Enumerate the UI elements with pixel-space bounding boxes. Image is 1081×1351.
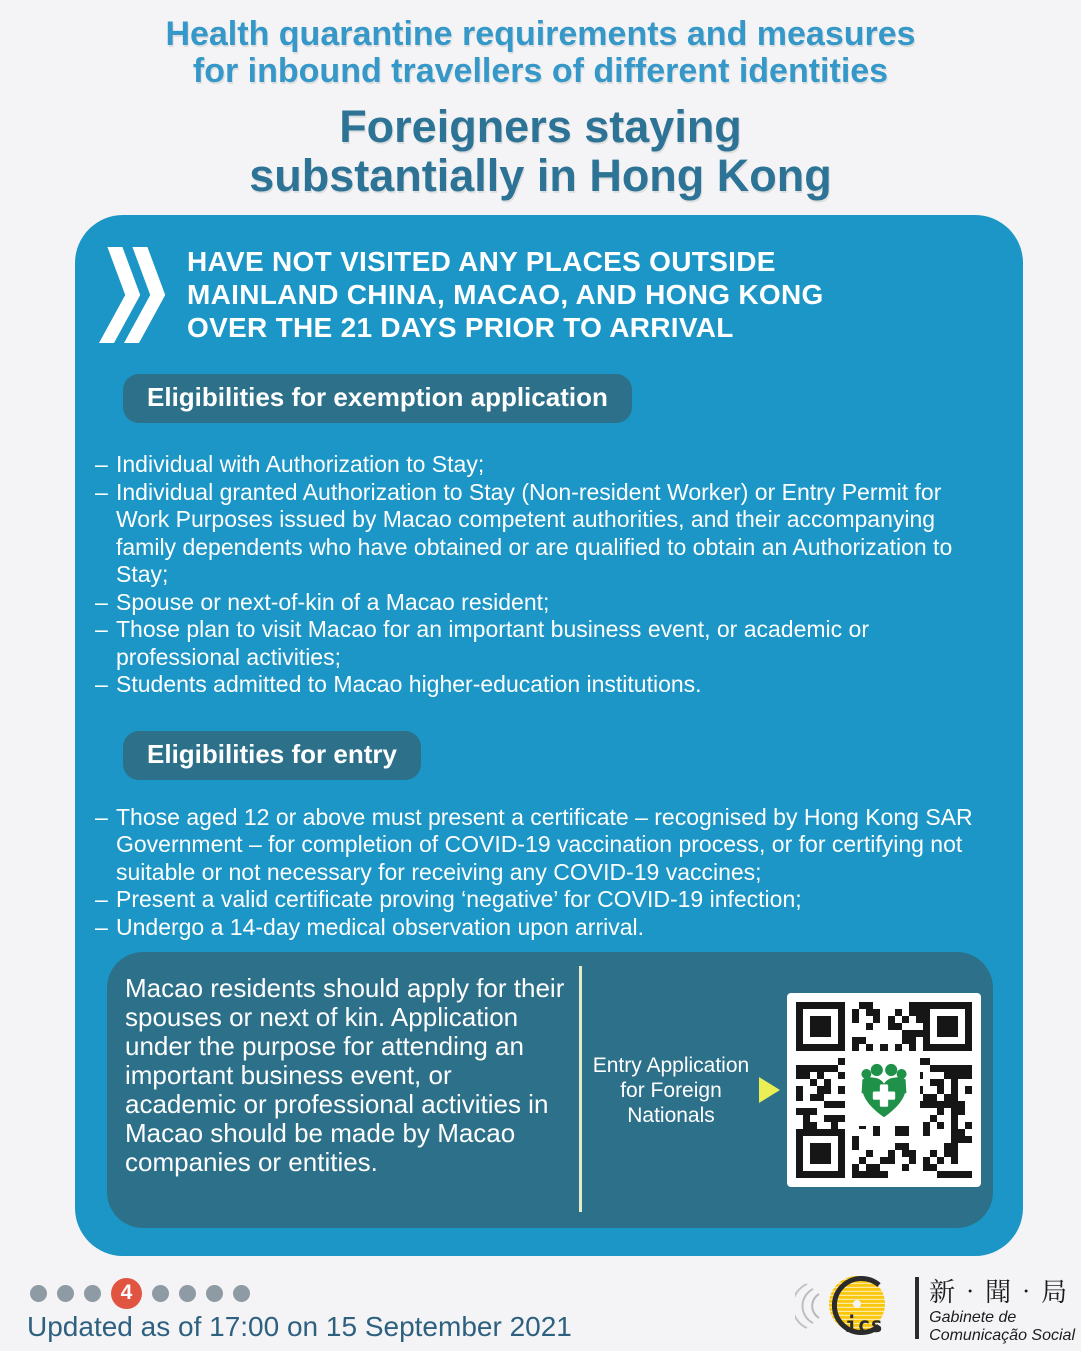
qr-label-line3: Nationals xyxy=(627,1103,715,1127)
updated-timestamp: Updated as of 17:00 on 15 September 2021 xyxy=(27,1311,572,1342)
page-dot xyxy=(179,1285,196,1302)
qr-area xyxy=(582,952,993,1228)
main-card xyxy=(75,215,1023,1256)
card-heading-line3: OVER THE 21 DAYS PRIOR TO ARRIVAL xyxy=(187,312,734,343)
page-title-line1: Health quarantine requirements and measures xyxy=(165,15,916,53)
list-item: – Undergo a 14-day medical observation upon arrival. xyxy=(93,914,979,942)
gcs-logo xyxy=(795,1272,1075,1344)
qr-label-line1: Entry Application xyxy=(592,1053,750,1077)
page-dot xyxy=(84,1285,101,1302)
gcs-chinese-name: 新‧聞‧局 xyxy=(929,1276,1070,1307)
entry-list xyxy=(93,804,979,942)
page-subtitle-line1: Foreigners staying xyxy=(339,101,742,152)
list-item: – Those aged 12 or above must present a certificate – recognised by Hong Kong SAR Government – for completion of COVID-19 vaccination process, or for certifying not suitable or not necessary for receiving any COVID-19 vaccines; xyxy=(93,804,979,887)
page-dot xyxy=(30,1285,47,1302)
page-dot xyxy=(152,1285,169,1302)
page-subtitle-line2: substantially in Hong Kong xyxy=(249,150,832,201)
page-subtitle xyxy=(0,102,1081,200)
list-item: – Individual granted Authorization to Stay (Non-resident Worker) or Entry Permit for Work Purposes issued by Macao competent authorities, and their accompanying family dependents who have obtained or are qualified to obtain an Authorization to Stay; xyxy=(93,479,979,589)
double-chevron-icon xyxy=(96,245,169,350)
list-item: – Students admitted to Macao higher-education institutions. xyxy=(93,671,979,699)
list-item: – Present a valid certificate proving ‘negative’ for COVID-19 infection; xyxy=(93,886,979,914)
logo-divider-bar xyxy=(915,1277,919,1339)
note-box xyxy=(107,952,993,1228)
list-item: – Those plan to visit Macao for an important business event, or academic or professional activities; xyxy=(93,616,979,671)
list-item: – Individual with Authorization to Stay; xyxy=(93,451,979,479)
exemption-list xyxy=(93,451,979,699)
page-dots xyxy=(30,1277,250,1309)
card-heading-row xyxy=(75,215,1023,350)
badge-entry: Eligibilities for entry xyxy=(123,731,421,780)
page-dot xyxy=(233,1285,250,1302)
page-dot xyxy=(206,1285,223,1302)
gcs-portuguese-line1: Gabinete de xyxy=(929,1308,1017,1326)
current-page-dot: 4 xyxy=(111,1278,142,1309)
gcs-emblem-icon xyxy=(795,1272,907,1345)
qr-code xyxy=(787,993,981,1187)
header xyxy=(0,16,1081,200)
qr-label xyxy=(587,1053,755,1128)
list-item: – Spouse or next-of-kin of a Macao resident; xyxy=(93,589,979,617)
page-title xyxy=(0,16,1081,90)
badge-exemption-application: Eligibilities for exemption application xyxy=(123,374,632,423)
health-bureau-logo-icon xyxy=(848,1054,920,1126)
gcs-text xyxy=(929,1272,1075,1345)
page-title-line2: for inbound travellers of different identities xyxy=(192,52,889,90)
gcs-acronym: ics xyxy=(845,1312,883,1337)
arrow-right-icon xyxy=(759,1077,780,1103)
card-heading xyxy=(187,241,824,344)
qr-label-line2: for Foreign xyxy=(620,1078,722,1102)
card-heading-line1: HAVE NOT VISITED ANY PLACES OUTSIDE xyxy=(187,246,776,277)
card-heading-line2: MAINLAND CHINA, MACAO, AND HONG KONG xyxy=(187,279,824,310)
page-dot xyxy=(57,1285,74,1302)
gcs-portuguese-line2: Comunicação Social xyxy=(929,1326,1075,1344)
note-text: Macao residents should apply for their spouses or next of kin. Application under the purpose for attending an important business event, or academic or professional activities in Macao should be made by Macao companies or entities. xyxy=(125,973,565,1177)
